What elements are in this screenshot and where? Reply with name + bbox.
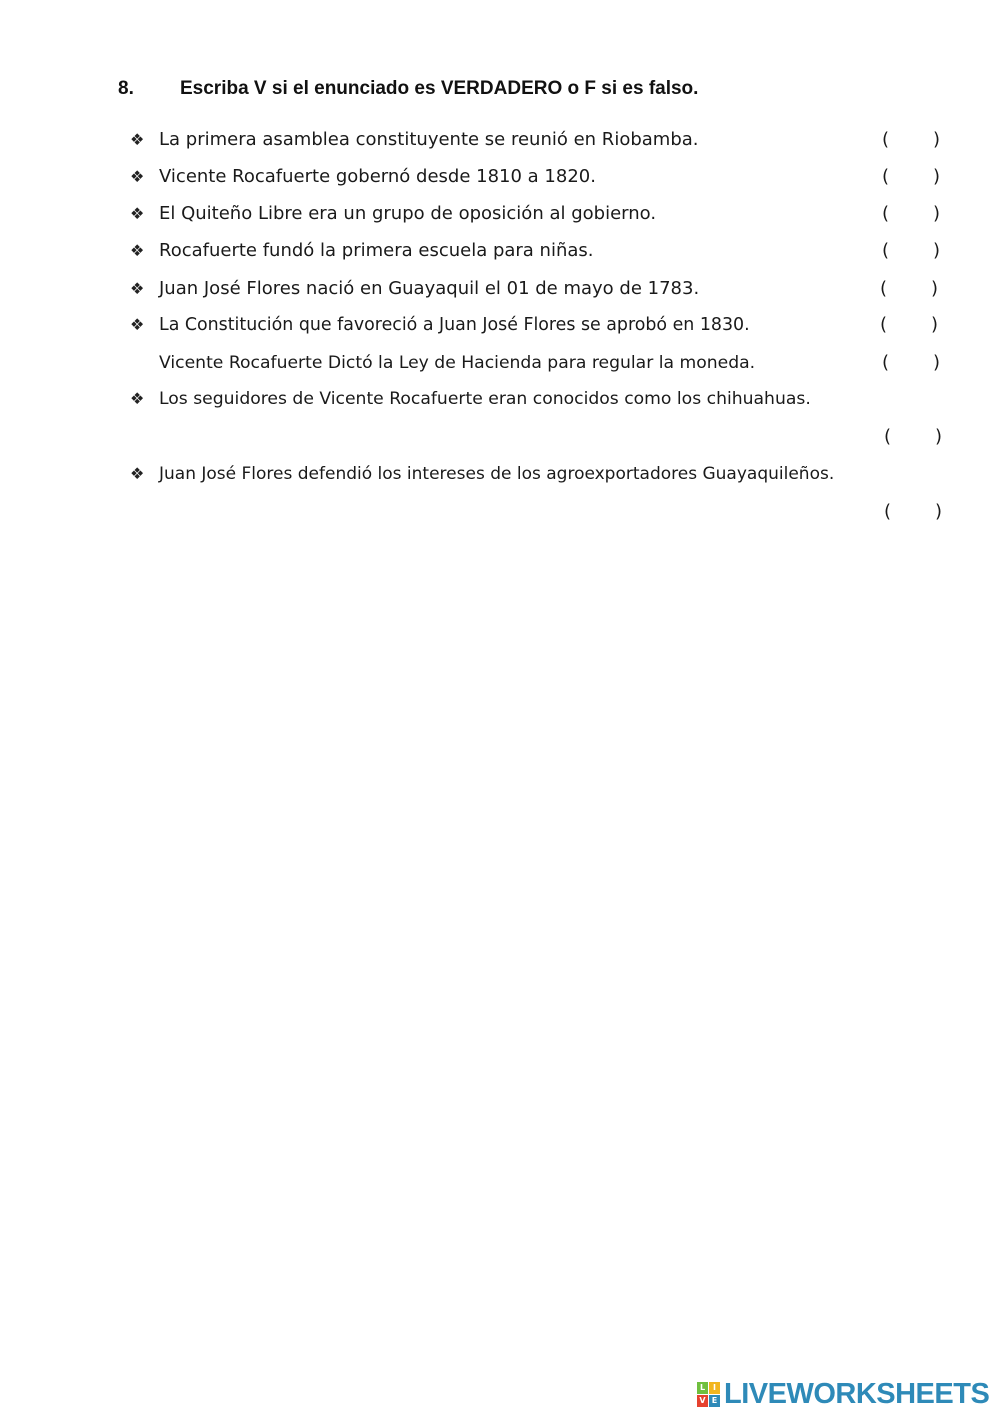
answer-slot[interactable] [894, 204, 928, 224]
paren-close: ) [934, 501, 942, 522]
liveworksheets-logo [697, 1377, 989, 1411]
answer-box[interactable] [880, 275, 938, 303]
diamond-bullet-icon: ❖ [130, 464, 145, 483]
paren-open: ( [882, 240, 890, 261]
answer-slot[interactable] [894, 241, 928, 261]
logo-text: LIVEWORKSHEETS [724, 1377, 990, 1410]
statement-text: La primera asamblea constituyente se reunió en Riobamba. [159, 129, 699, 150]
statement-item [130, 385, 942, 413]
answer-box[interactable] [882, 163, 940, 191]
paren-open: ( [884, 426, 892, 447]
diamond-bullet-icon: ❖ [130, 130, 145, 149]
paren-close: ) [932, 240, 940, 261]
diamond-bullet-icon: ❖ [130, 241, 145, 260]
answer-box[interactable] [882, 349, 940, 377]
paren-open: ( [880, 278, 888, 299]
logo-mark-green: L [697, 1382, 708, 1394]
question-number: 8. [118, 78, 134, 99]
statement-text: La Constitución que favoreció a Juan José Flores se aprobó en 1830. [159, 315, 750, 335]
statement-item [130, 126, 942, 154]
answer-slot[interactable] [894, 167, 928, 187]
answer-slot[interactable] [892, 315, 926, 335]
statement-item [130, 275, 942, 303]
paren-close: ) [934, 426, 942, 447]
logo-mark-yellow: I [709, 1382, 720, 1394]
answer-box[interactable] [882, 237, 940, 265]
paren-close: ) [932, 166, 940, 187]
logo-mark-red: V [697, 1395, 708, 1407]
statement-item [130, 200, 942, 228]
statement-text: Vicente Rocafuerte Dictó la Ley de Hacienda para regular la moneda. [159, 353, 756, 373]
diamond-bullet-icon: ❖ [130, 389, 145, 408]
statement-text: Rocafuerte fundó la primera escuela para niñas. [159, 240, 594, 261]
statement-answer-line [130, 423, 942, 451]
paren-close: ) [932, 352, 940, 373]
answer-slot[interactable] [896, 427, 930, 447]
paren-open: ( [882, 129, 890, 150]
answer-box[interactable] [880, 311, 938, 339]
logo-mark-blue: E [709, 1395, 720, 1407]
statement-text: Juan José Flores nació en Guayaquil el 01 de mayo de 1783. [159, 278, 700, 299]
statement-item [130, 460, 942, 488]
paren-open: ( [882, 166, 890, 187]
statement-item [130, 237, 942, 265]
logo-mark-icon [697, 1382, 720, 1407]
diamond-bullet-icon: ❖ [130, 167, 145, 186]
statement-text: Juan José Flores defendió los intereses de los agroexportadores Guayaquileños. [159, 464, 835, 484]
diamond-bullet-icon: ❖ [130, 279, 145, 298]
paren-close: ) [930, 314, 938, 335]
diamond-bullet-icon: ❖ [130, 204, 145, 223]
statement-item [130, 349, 942, 377]
question-header [118, 78, 698, 100]
answer-box[interactable] [882, 126, 940, 154]
paren-open: ( [880, 314, 888, 335]
answer-box[interactable] [884, 423, 942, 451]
statement-text: Los seguidores de Vicente Rocafuerte eran conocidos como los chihuahuas. [159, 389, 811, 409]
diamond-bullet-icon: ❖ [130, 315, 145, 334]
answer-slot[interactable] [892, 279, 926, 299]
statement-text: El Quiteño Libre era un grupo de oposición al gobierno. [159, 203, 657, 224]
statement-item [130, 163, 942, 191]
statement-answer-line [130, 498, 942, 526]
answer-slot[interactable] [894, 353, 928, 373]
paren-open: ( [882, 203, 890, 224]
paren-close: ) [930, 278, 938, 299]
paren-close: ) [932, 203, 940, 224]
paren-open: ( [882, 352, 890, 373]
statement-text: Vicente Rocafuerte gobernó desde 1810 a 1820. [159, 166, 596, 187]
answer-slot[interactable] [894, 130, 928, 150]
answer-box[interactable] [884, 498, 942, 526]
answer-box[interactable] [882, 200, 940, 228]
paren-open: ( [884, 501, 892, 522]
answer-slot[interactable] [896, 502, 930, 522]
statement-item [130, 311, 942, 339]
question-title: Escriba V si el enunciado es VERDADERO o F si es falso. [180, 78, 699, 99]
paren-close: ) [932, 129, 940, 150]
